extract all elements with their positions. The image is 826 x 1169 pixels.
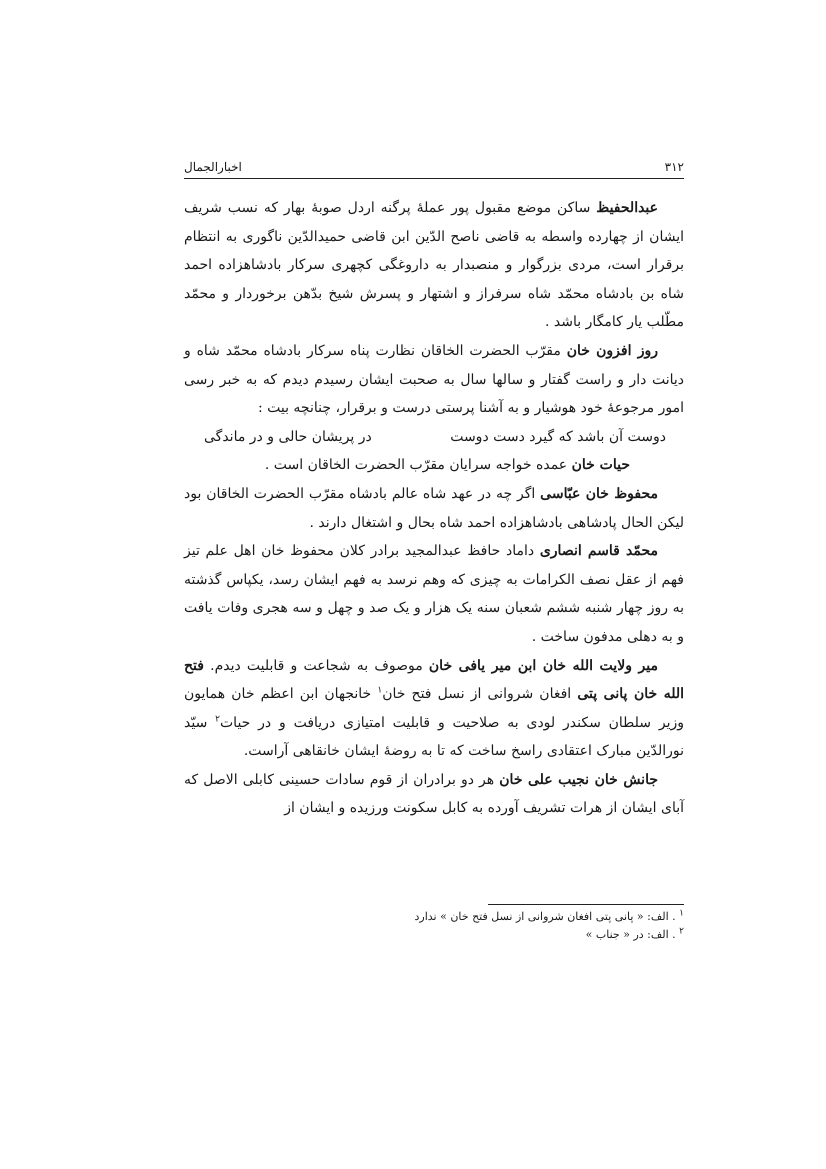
footnote-text: . الف: در « جناب » xyxy=(585,928,676,941)
verse-hemistich-1: دوست آن باشد که گیرد دست دوست xyxy=(450,428,666,445)
footnotes xyxy=(184,908,684,944)
entry-name: محمّد قاسم انصاری xyxy=(539,543,658,560)
entry-text: سیّد نورالدّین مبارک اعتقادی راسخ ساخت که تا به روضهٔ ایشان خانقاهی آراست. xyxy=(184,714,684,760)
entry-roz-afzun-khan xyxy=(184,337,684,423)
footnote-1 xyxy=(184,908,684,926)
footnote-mark: ۱ xyxy=(679,908,684,919)
footnote-separator xyxy=(488,904,684,905)
entry-name: حیات خان xyxy=(571,457,630,474)
entry-text: موصوف به شجاعت و قابلیت دیدم. xyxy=(210,657,423,674)
entry-text: عمده خواجه سرایان مقرّب الحضرت الخاقان است . xyxy=(264,457,568,474)
entry-name: عبدالحفیظ xyxy=(596,200,659,216)
entry-name-2: فتح الله خان پانی پتی xyxy=(184,657,685,703)
footnote-text: . الف: « پانی پتی افغان شروانی از نسل فتح خان » ندارد xyxy=(414,910,676,923)
book-title: اخبارالجمال xyxy=(184,160,242,174)
entry-mir-wilayat-allah xyxy=(184,652,684,766)
entry-text: اگر چه در عهد شاه عالم بادشاه مقرّب الحضرت الخاقان بود لیکن الحال پادشاهی بادشاهزاده احمد شاه بحال و اشتغال دارند . xyxy=(184,485,684,531)
footnote-marker-1[interactable]: ۱ xyxy=(377,685,383,696)
entry-hayat-khan xyxy=(184,451,684,480)
footnote-marker-2[interactable]: ۲ xyxy=(215,714,220,725)
entry-muhammad-qasim xyxy=(184,537,684,651)
entry-abdul-hafiz xyxy=(184,194,684,337)
entry-name: محفوظ خان عبّاسی xyxy=(540,485,658,502)
entry-text: مقرّب الحضرت الخاقان نظارت پناه سرکار بادشاه محمّد شاه و دیانت دار و راست گفتار و سالها سال به صحبت ایشان رسیدم دیدم که به خبر رسی امور مرجوعهٔ خود هوشیار و به آشنا پرستی درست و برقرار، چنانچه بیت : xyxy=(184,342,684,417)
entry-name: جانش خان نجیب علی خان xyxy=(499,771,658,788)
running-header xyxy=(184,146,684,179)
footnote-mark: ۲ xyxy=(679,926,684,937)
entry-text: ساکن موضع مقبول پور عملهٔ پرگنه اردل صوبهٔ بهار که نسب شریف ایشان از چهارده واسطه به قاضی ناصح الدّین ابن قاضی حمیدالدّین ناگوری به انتظام برقرار است، مردی بزرگوار و منصبدار به داروغگی کچهری سرکار بادشاهزاده احمد شاه بن بادشاه محمّد شاه سرفراز و اشتهار و پسرش شیخ بدّهن برخوردار و محمّد مطّلب یار کامگار باشد . xyxy=(184,200,684,331)
page-number: ۳۱۲ xyxy=(664,160,684,174)
main-text xyxy=(184,194,684,823)
verse-couplet xyxy=(184,423,684,452)
entry-janish-khan xyxy=(184,766,684,823)
entry-text: داماد حافظ عبدالمجید برادر کلان محفوظ خان اهل علم تیز فهم از عقل نصف الکرامات به چیزی که وهم نرسد به فهم ایشان رسد، یکپاس گذشته به روز چهار شنبه ششم شعبان سنه یک هزار و یک صد و چهل و سه هجری وفات یافت و به دهلی مدفون ساخت . xyxy=(184,543,684,645)
entry-text: خانجهان ابن اعظم خان همایون وزیر سلطان سکندر لودی به صلاحیت و قابلیت امتیازی دریافت و در حیات xyxy=(184,686,685,731)
entry-name: میر ولایت الله خان ابن میر یافی خان xyxy=(428,657,658,674)
entry-mahfuz-khan xyxy=(184,480,684,537)
verse-hemistich-2: در پریشان حالی و در ماندگی xyxy=(204,428,372,445)
entry-text: هر دو برادران از قوم سادات حسینی کابلی الاصل که آبای ایشان از هرات تشریف آورده به کابل سکونت ورزیده و ایشان از xyxy=(184,771,684,817)
entry-text: افغان شروانی از نسل فتح خان xyxy=(382,686,572,703)
footnote-2 xyxy=(184,926,684,944)
entry-name: روز افزون خان xyxy=(566,342,658,359)
